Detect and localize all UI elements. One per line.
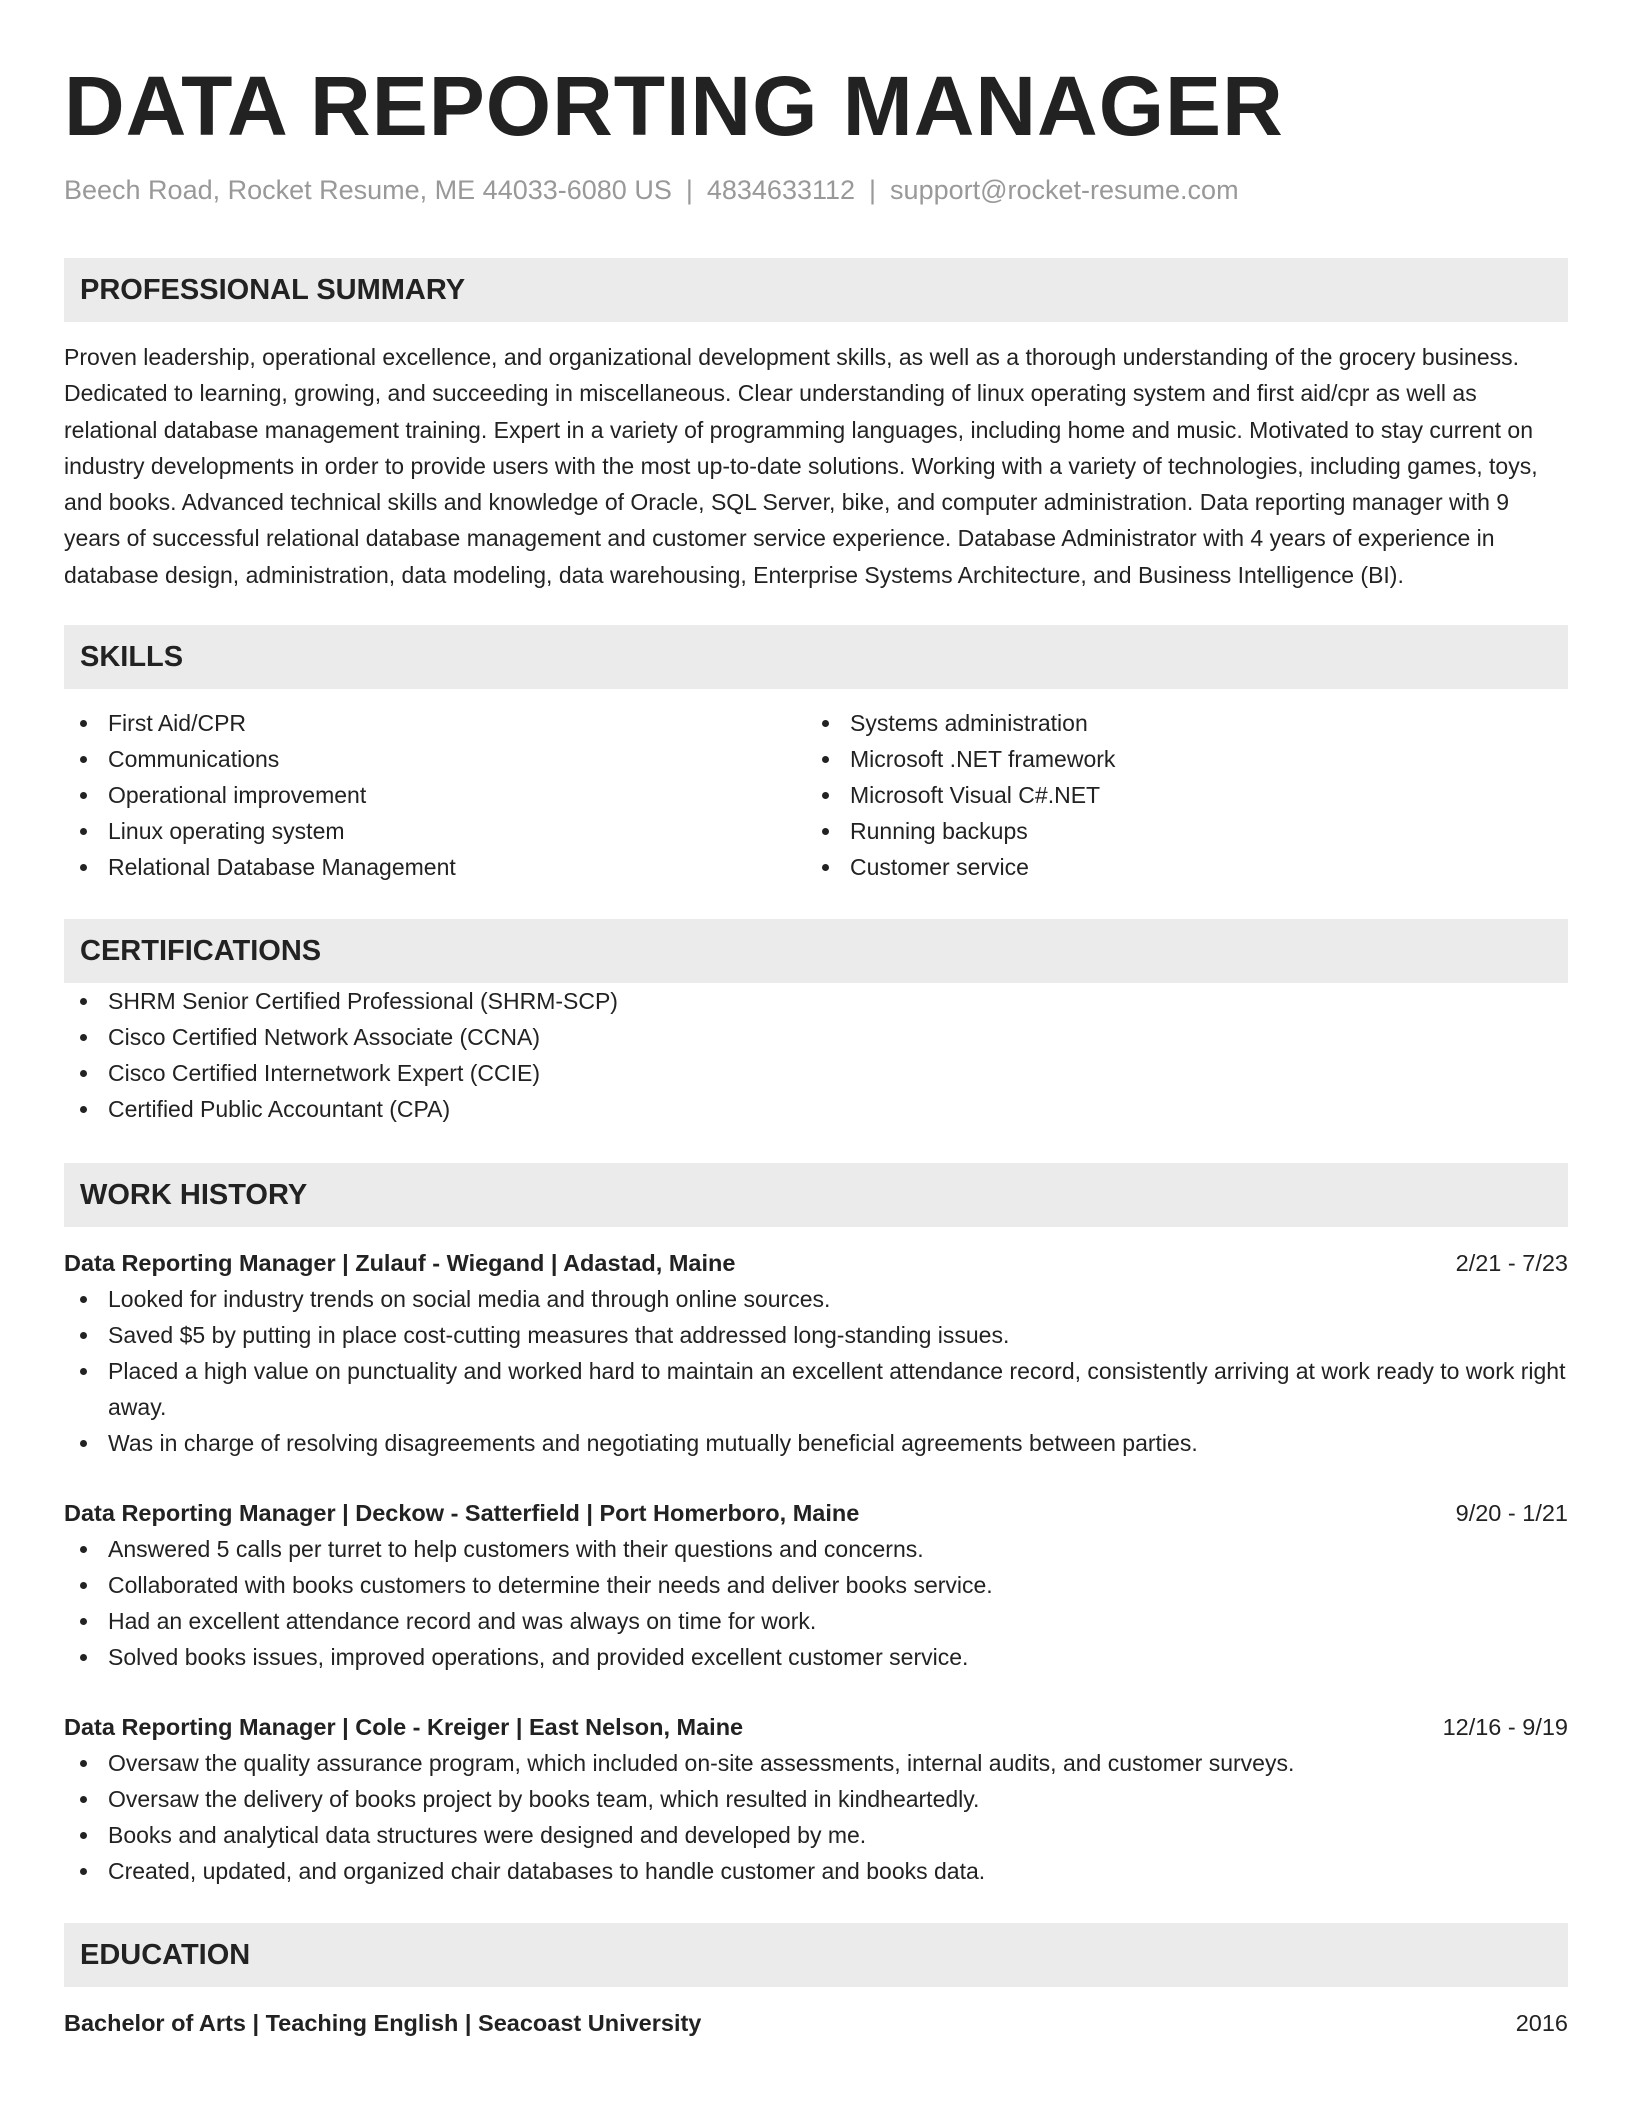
skill-item: Communications bbox=[64, 741, 806, 777]
section-header-education: EDUCATION bbox=[64, 1923, 1568, 1987]
job-bullet: Collaborated with books customers to determine their needs and deliver books service. bbox=[64, 1567, 1568, 1603]
job-entry bbox=[64, 1709, 1568, 1889]
job-entry bbox=[64, 1495, 1568, 1675]
contact-separator: | bbox=[869, 175, 877, 205]
job-dates: 9/20 - 1/21 bbox=[1455, 1500, 1568, 1527]
job-bullet: Answered 5 calls per turret to help customers with their questions and concerns. bbox=[64, 1531, 1568, 1567]
skills-column-right bbox=[806, 705, 1548, 885]
job-bullet: Solved books issues, improved operations, and provided excellent customer service. bbox=[64, 1639, 1568, 1675]
job-bullet: Books and analytical data structures were designed and developed by me. bbox=[64, 1817, 1568, 1853]
job-bullet-list bbox=[64, 1745, 1568, 1889]
job-dates: 12/16 - 9/19 bbox=[1442, 1714, 1568, 1741]
job-bullet: Saved $5 by putting in place cost-cutting measures that addressed long-standing issues. bbox=[64, 1317, 1568, 1353]
skill-item: First Aid/CPR bbox=[64, 705, 806, 741]
job-bullet: Looked for industry trends on social media and through online sources. bbox=[64, 1281, 1568, 1317]
section-header-summary: PROFESSIONAL SUMMARY bbox=[64, 258, 1568, 322]
job-heading: Data Reporting Manager | Zulauf - Wiegand | Adastad, Maine bbox=[64, 1250, 736, 1277]
skill-item: Microsoft Visual C#.NET bbox=[806, 777, 1548, 813]
skill-item: Running backups bbox=[806, 813, 1548, 849]
education-dates: 2016 bbox=[1515, 2010, 1568, 2037]
job-entry bbox=[64, 1245, 1568, 1461]
section-header-work-history: WORK HISTORY bbox=[64, 1163, 1568, 1227]
job-header bbox=[64, 1245, 1568, 1281]
skill-item: Operational improvement bbox=[64, 777, 806, 813]
resume-page bbox=[64, 0, 1568, 2041]
education-header bbox=[64, 2005, 1568, 2041]
job-header bbox=[64, 1495, 1568, 1531]
contact-phone: 4834633112 bbox=[706, 175, 856, 205]
section-header-certifications: CERTIFICATIONS bbox=[64, 919, 1568, 983]
summary-text: Proven leadership, operational excellence, and organizational development skills, as well as a thorough understanding of the grocery business. Dedicated to learning, growing, and succeeding in miscellaneous. Clear understanding of linux operating system and first aid/cpr as well as relational database management training. Expert in a variety of programming languages, including home and music. Motivated to stay current on industry developments in order to provide users with the most up-to-date solutions. Working with a variety of technologies, including games, toys, and books. Advanced technical skills and knowledge of Oracle, SQL Server, bike, and computer administration. Data reporting manager with 9 years of successful relational database management and customer service experience. Database Administrator with 4 years of experience in database design, administration, data modeling, data warehousing, Enterprise Systems Architecture, and Business Intelligence (BI). bbox=[64, 344, 1538, 588]
certification-list bbox=[64, 983, 1568, 1127]
job-dates: 2/21 - 7/23 bbox=[1455, 1250, 1568, 1277]
job-bullet: Oversaw the delivery of books project by books team, which resulted in kindheartedly. bbox=[64, 1781, 1568, 1817]
skill-item: Linux operating system bbox=[64, 813, 806, 849]
certification-item: Cisco Certified Internetwork Expert (CCIE) bbox=[64, 1055, 1568, 1091]
resume-title: DATA REPORTING MANAGER bbox=[64, 59, 1284, 153]
skills-column-left bbox=[64, 705, 806, 885]
contact-line bbox=[64, 172, 1568, 208]
skill-item: Customer service bbox=[806, 849, 1548, 885]
job-bullet: Created, updated, and organized chair databases to handle customer and books data. bbox=[64, 1853, 1568, 1889]
contact-separator: | bbox=[685, 175, 693, 205]
job-bullet: Oversaw the quality assurance program, which included on-site assessments, internal audits, and customer surveys. bbox=[64, 1745, 1568, 1781]
skills-grid bbox=[64, 705, 1568, 885]
education-heading: Bachelor of Arts | Teaching English | Seacoast University bbox=[64, 2010, 702, 2037]
certification-item: SHRM Senior Certified Professional (SHRM-SCP) bbox=[64, 983, 1568, 1019]
job-bullet-list bbox=[64, 1281, 1568, 1461]
job-header bbox=[64, 1709, 1568, 1745]
section-header-skills: SKILLS bbox=[64, 625, 1568, 689]
certification-item: Cisco Certified Network Associate (CCNA) bbox=[64, 1019, 1568, 1055]
contact-address: Beech Road, Rocket Resume, ME 44033-6080 US bbox=[64, 175, 672, 205]
job-heading: Data Reporting Manager | Deckow - Satterfield | Port Homerboro, Maine bbox=[64, 1500, 860, 1527]
job-bullet: Was in charge of resolving disagreements and negotiating mutually beneficial agreements between parties. bbox=[64, 1425, 1568, 1461]
job-bullet: Had an excellent attendance record and was always on time for work. bbox=[64, 1603, 1568, 1639]
contact-email[interactable]: support@rocket-resume.com bbox=[890, 175, 1239, 205]
certification-item: Certified Public Accountant (CPA) bbox=[64, 1091, 1568, 1127]
job-bullet: Placed a high value on punctuality and worked hard to maintain an excellent attendance record, consistently arriving at work ready to work right away. bbox=[64, 1353, 1568, 1425]
job-heading: Data Reporting Manager | Cole - Kreiger | East Nelson, Maine bbox=[64, 1714, 744, 1741]
job-bullet-list bbox=[64, 1531, 1568, 1675]
skill-item: Systems administration bbox=[806, 705, 1548, 741]
skill-item: Microsoft .NET framework bbox=[806, 741, 1548, 777]
skill-item: Relational Database Management bbox=[64, 849, 806, 885]
